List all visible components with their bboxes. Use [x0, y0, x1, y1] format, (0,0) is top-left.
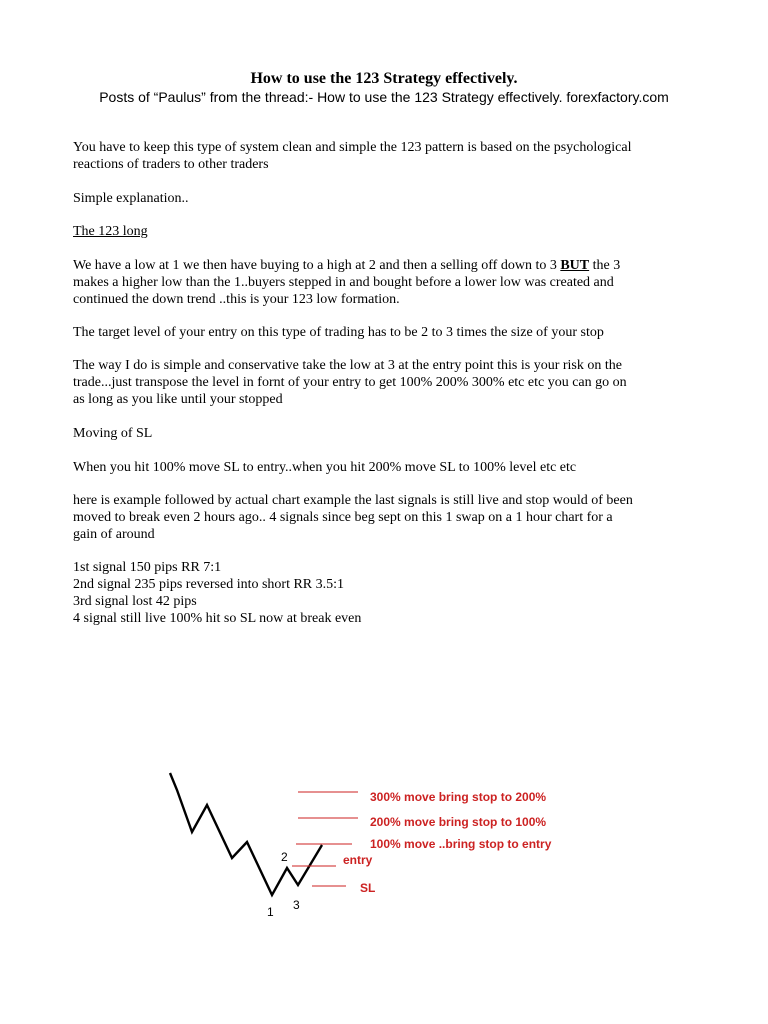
point-label-3: 3 — [293, 898, 300, 912]
paragraph-line: makes a higher low than the 1..buyers stepped in and bought before a lower low was created and — [73, 275, 614, 290]
paragraph-target-level: The target level of your entry on this type of trading has to be 2 to 3 times the size of your stop — [73, 325, 604, 340]
signal-item: 4 signal still live 100% hit so SL now at break even — [73, 611, 362, 626]
moving-sl-label: Moving of SL — [73, 426, 153, 441]
paragraph-line: You have to keep this type of system clean and simple the 123 pattern is based on the psychological — [73, 140, 632, 155]
emphasis-but: BUT — [560, 258, 590, 273]
price-path — [170, 773, 322, 895]
label-300: 300% move bring stop to 200% — [370, 790, 547, 804]
signal-item: 1st signal 150 pips RR 7:1 — [73, 560, 222, 575]
heading-123-long: The 123 long — [73, 224, 148, 239]
paragraph-move-sl: When you hit 100% move SL to entry..when you hit 200% move SL to 100% level etc etc — [73, 460, 577, 475]
paragraph-line: reactions of traders to other traders — [73, 157, 269, 172]
paragraph-line: moved to break even 2 hours ago.. 4 signals since beg sept on this 1 swap on a 1 hour chart for a — [73, 510, 613, 525]
document-subtitle: Posts of “Paulus” from the thread:- How to use the 123 Strategy effectively. forexfactory.com — [99, 89, 669, 105]
label-100: 100% move ..bring stop to entry — [370, 837, 552, 851]
paragraph-line: here is example followed by actual chart example the last signals is still live and stop would of been — [73, 493, 633, 508]
paragraph-line: continued the down trend ..this is your 123 low formation. — [73, 292, 400, 307]
signal-item: 2nd signal 235 pips reversed into short RR 3.5:1 — [73, 577, 345, 592]
label-sl: SL — [360, 881, 376, 895]
paragraph-line: The way I do is simple and conservative take the low at 3 at the entry point this is your risk on the — [73, 358, 622, 373]
label-200: 200% move bring stop to 100% — [370, 815, 547, 829]
document-title: How to use the 123 Strategy effectively. — [250, 70, 518, 87]
signal-item: 3rd signal lost 42 pips — [73, 594, 197, 609]
paragraph-text: We have a low at 1 we then have buying to a high at 2 and then a selling off down to 3 — [73, 258, 561, 273]
paragraph-text: the 3 — [589, 258, 621, 273]
point-label-1: 1 — [267, 905, 274, 919]
paragraph-line: gain of around — [73, 527, 155, 542]
label-entry: entry — [343, 853, 373, 867]
point-label-2: 2 — [281, 850, 288, 864]
paragraph-line: as long as you like until your stopped — [73, 392, 283, 407]
paragraph-line: trade...just transpose the level in fornt of your entry to get 100% 200% 300% etc etc you can go on — [73, 375, 627, 390]
simple-explanation-label: Simple explanation.. — [73, 191, 189, 206]
